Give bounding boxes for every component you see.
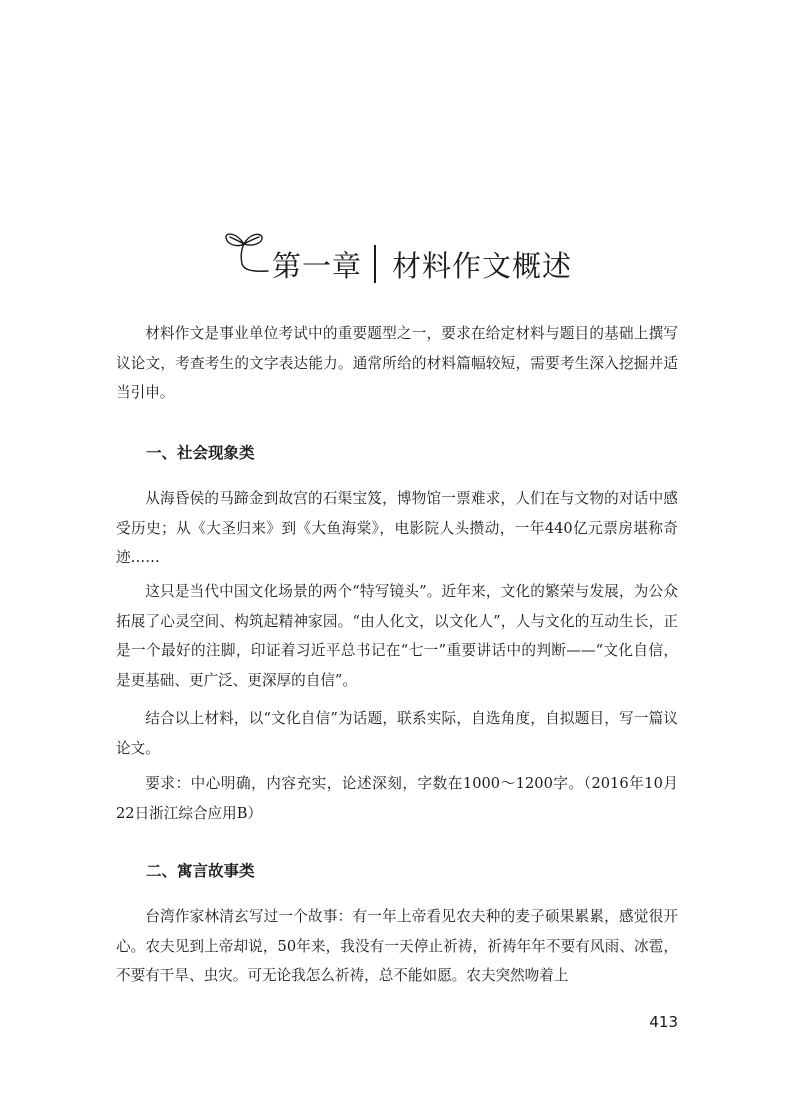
section-2-paragraph-1: 台湾作家林清玄写过一个故事：有一年上帝看见农夫种的麦子硕果累累，感觉很开心。农夫见到上帝却说，50年来，我没有一天停止祈祷，祈祷年年不要有风雨、冰雹，不要有干旱、虫灾。可无论我怎么祈祷，总不能如愿。农夫突然吻着上 [116,908,678,984]
section-1-paragraph-4: 要求：中心明确，内容充实，论述深刻，字数在1000～1200字。（2016年10月22日浙江综合应用B） [116,775,678,822]
chapter-number: 第一章 [272,249,363,283]
intro-paragraph: 材料作文是事业单位考试中的重要题型之一，要求在给定材料与题目的基础上撰写议论文，考查考生的文字表达能力。通常所给的材料篇幅较短，需要考生深入挖掘并适当引申。 [116,325,678,401]
sprout-icon [222,226,276,286]
section-1-paragraph-3: 结合以上材料，以“文化自信”为话题，联系实际，自选角度，自拟题目，写一篇议论文。 [116,710,678,757]
section-1-paragraph-1: 从海昏侯的马蹄金到故宫的石渠宝笈，博物馆一票难求，人们在与文物的对话中感受历史；从《大圣归来》到《大鱼海棠》，电影院人头攒动，一年440亿元票房堪称奇迹…… [116,490,678,566]
chapter-divider [374,245,376,283]
chapter-title: 材料作文概述 [392,249,573,283]
section-1-paragraph-2: 这只是当代中国文化场景的两个“特写镜头”。近年来，文化的繁荣与发展，为公众拓展了心灵空间、构筑起精神家园。“由人化文，以文化人”，人与文化的互动生长，正是一个最好的注脚，印证着习近平总书记在“七一”重要讲话中的判断——“文化自信，是更基础、更广泛、更深厚的自信”。 [116,583,678,689]
page-number: 413 [649,1013,678,1031]
section-heading-fable: 二、寓言故事类 [146,862,255,880]
section-heading-social: 一、社会现象类 [146,444,255,462]
chapter-header [222,226,582,290]
